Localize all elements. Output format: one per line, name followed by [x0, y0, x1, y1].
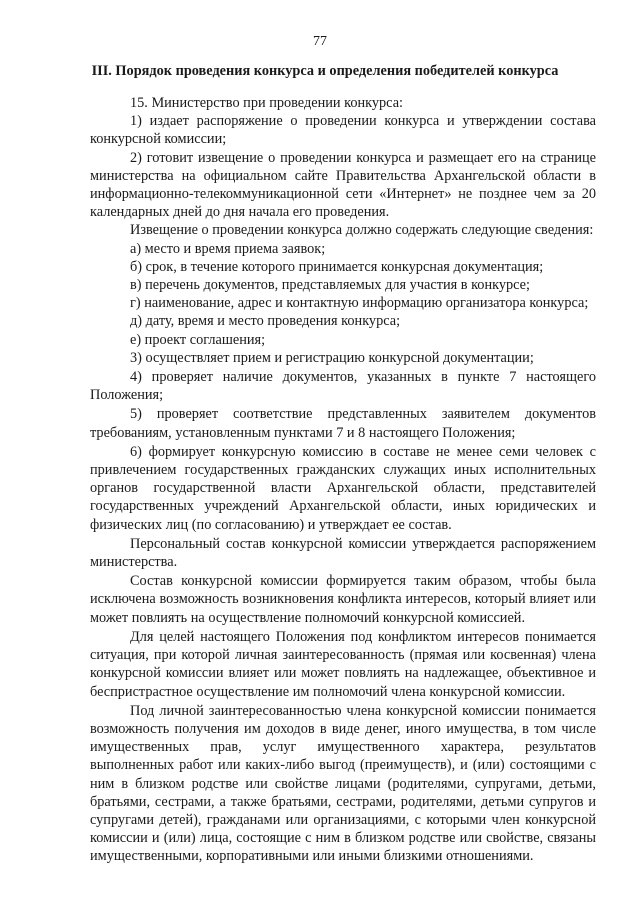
paragraph-item-b: б) срок, в течение которого принимается конкурсная документация; — [130, 258, 544, 275]
paragraph-item-6: 6) формирует конкурсную комиссию в составе не менее семи человек с привлечением государственных гражданских служащих иных исполнительных органов государственной власти Архангельской области, представителей государственных учреждений Архангельской области, иных юридических и физических лиц (по согласованию) и утверждает ее состав. — [90, 443, 596, 533]
paragraph-conflict-of-interest: Для целей настоящего Положения под конфликтом интересов понимается ситуация, при которой личная заинтересованность (прямая или косвенная) члена конкурсной комиссии влияет или может повлиять на надлежащее, объективное и беспристрастное осуществление им полномочий члена конкурсной комиссии. — [90, 628, 596, 700]
page-number: 77 — [313, 34, 327, 49]
paragraph-item-g: г) наименование, адрес и контактную информацию организатора конкурса; — [130, 295, 589, 312]
paragraph-notice-contents: Извещение о проведении конкурса должно содержать следующие сведения: — [130, 222, 594, 239]
paragraph-item-d: д) дату, время и место проведения конкурса; — [130, 313, 401, 330]
paragraph-item-v: в) перечень документов, представляемых для участия в конкурсе; — [130, 277, 530, 294]
paragraph-item-5: 5) проверяет соответствие представленных заявителем документов требованиям, установленным пунктами 7 и 8 настоящего Положения; — [90, 406, 596, 441]
paragraph-item-3: 3) осуществляет прием и регистрацию конкурсной документации; — [130, 349, 534, 366]
paragraph-item-e: е) проект соглашения; — [130, 331, 266, 348]
paragraph-item-a: а) место и время приема заявок; — [130, 240, 326, 257]
document-body — [90, 94, 596, 866]
paragraph-personal-interest: Под личной заинтересованностью члена конкурсной комиссии понимается возможность получения им доходов в виде денег, иного имущества, в том числе имущественных прав, услуг имущественного характера, результатов выполненных работ или каких-либо выгод (преимуществ), и (или) состоящими с ним в близком родстве или свойстве лицами (родителями, супругами, детьми, братьями, сестрами, а также братьями, сестрами, родителями, детьми супругов и супругами детей), гражданами или организациями, с которыми член конкурсной комиссии и (или) лица, состоящие с ним в близком родстве или свойстве, связаны имущественными, корпоративными или иными близкими отношениями. — [90, 702, 596, 865]
paragraph-item-2: 2) готовит извещение о проведении конкурса и размещает его на странице министерства на официальном сайте Правительства Архангельской области в информационно-телекоммуникационной сети «Интернет» не позднее чем за 20 календарных дней до дня начала его проведения. — [90, 149, 596, 221]
paragraph-commission-formation: Состав конкурсной комиссии формируется таким образом, чтобы была исключена возможность возникновения конфликта интересов, который влияет или может повлиять на осуществление полномочий конкурсной комиссией. — [90, 573, 596, 626]
paragraph-personal-composition: Персональный состав конкурсной комиссии утверждается распоряжением министерства. — [90, 535, 596, 571]
paragraph-item-4: 4) проверяет наличие документов, указанных в пункте 7 настоящего Положения; — [90, 369, 596, 404]
section-heading: III. Порядок проведения конкурса и определения победителей конкурса — [91, 63, 559, 79]
paragraph-15-intro: 15. Министерство при проведении конкурса: — [130, 95, 404, 111]
paragraph-item-1: 1) издает распоряжение о проведении конкурса и утверждении состава конкурсной комиссии; — [90, 113, 596, 148]
